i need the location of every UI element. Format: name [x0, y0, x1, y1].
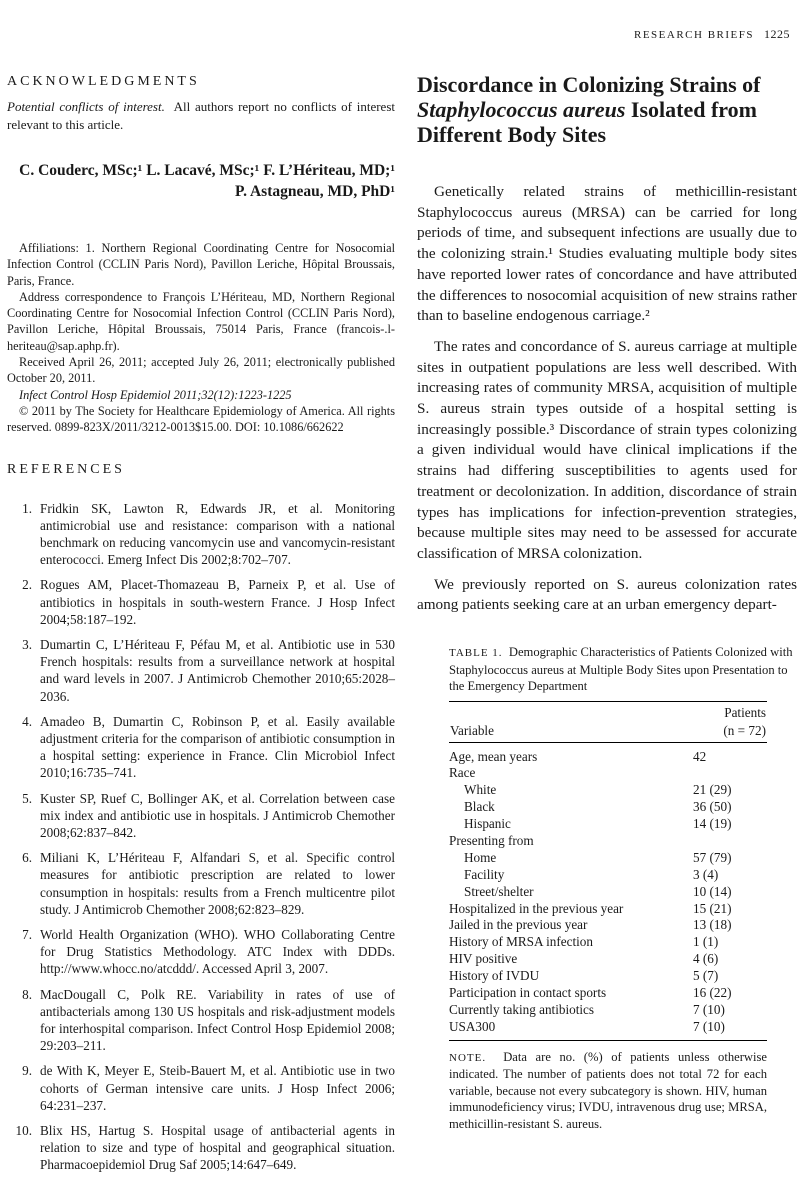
reference-number: 2.	[22, 577, 32, 593]
table-row-value: 15 (21)	[693, 900, 732, 916]
reference-text: Kuster SP, Ruef C, Bollinger AK, et al. Correlation between case mix index and antibiotic use in hospitals. J Antimicrob Chemother 2008;62:837–842.	[40, 790, 395, 841]
reference-item	[7, 1122, 395, 1174]
table-note-text: Data are no. (%) of patients unless otherwise indicated. The number of patients does not total 72 for each variable, because not every subcategory is shown. HIV, human immunodeficiency virus; IVDU, intravenous drug use; MRSA, methicillin-resistant S. aureus.	[449, 1049, 767, 1131]
table-row-value: 57 (79)	[693, 849, 732, 865]
correspondence: Address correspondence to François L’Hériteau, MD, Northern Regional Coordinating Centre for Nosocomial Infection Control (CCLIN Paris Nord), Pavillon Leriche, Hôpital Broussais, 75014 Paris, France (francois-.l-heriteau@sap.aphp.fr).	[7, 289, 395, 353]
table-header-blank	[449, 701, 693, 722]
reference-text: Amadeo B, Dumartin C, Robinson P, et al. Easily available adjustment criteria for the comparison of antibiotic consumption in a hospital setting: experience in France. Clin Microbiol Infect 2010;16:735–741.	[40, 713, 395, 781]
table-note-label: NOTE.	[449, 1051, 487, 1064]
table-row-value: 16 (22)	[693, 985, 732, 1001]
table-caption	[417, 644, 797, 695]
table-row	[449, 968, 767, 985]
authors-line-2: P. Astagneau, MD, PhD¹	[235, 183, 395, 200]
table-row	[449, 782, 767, 799]
table-row	[449, 850, 767, 867]
table-row	[449, 901, 767, 918]
table-row-label: Jailed in the previous year	[449, 917, 588, 933]
table-row-label: Black	[464, 799, 495, 815]
reference-text: Blix HS, Hartug S. Hospital usage of antibacterial agents in relation to size and type of hospital and geographical situation. Pharmacoepidemiol Drug Saf 2005;14:647–649.	[40, 1123, 395, 1173]
reference-number: 8.	[22, 986, 32, 1002]
title-line-3: Different Body Sites	[417, 122, 607, 147]
reference-number: 6.	[22, 850, 32, 866]
coi-label: Potential conflicts of interest.	[7, 99, 165, 114]
reference-text: Rogues AM, Placet-Thomazeau B, Parneix P, et al. Use of antibiotics in hospitals in south-western France. J Hosp Infect 2004;58:187–192.	[40, 577, 395, 627]
title-line-2-rest: Isolated from	[625, 97, 758, 122]
paragraph-1: Genetically related strains of methicillin-resistant Staphylococcus aureus (MRSA) can be carried for long periods of time, and subsequent infections are usually due to the colonizing strain.¹ Studies evaluating multiple body sites have reported lower rates of concordance and have attributed the differences to nosocomial acquisition of new strains rather than to baseline endogenous carriage.²	[417, 183, 797, 325]
table-row	[449, 833, 767, 850]
table-row	[449, 1019, 767, 1040]
table-row-label: Currently taking antibiotics	[449, 1001, 595, 1017]
table-row-label: HIV positive	[449, 951, 518, 967]
authors-line-1: C. Couderc, MSc;¹ L. Lacavé, MSc;¹ F. L’Hériteau, MD;¹	[19, 162, 395, 179]
acknowledgments-heading: ACKNOWLEDGMENTS	[7, 74, 200, 89]
running-header	[634, 27, 790, 42]
reference-text: Fridkin SK, Lawton R, Edwards JR, et al. Monitoring antimicrobial use and resistance: comparison with a national benchmark on reducing vancomycin use and vancomycin-resistant enterococci. Emerg Infect Dis 2002;8:702–707.	[40, 500, 395, 568]
reference-number: 7.	[22, 927, 32, 943]
table-row-label: Age, mean years	[449, 748, 538, 764]
table-row-value: 13 (18)	[693, 917, 732, 933]
table-row-value	[693, 765, 767, 782]
table-row-value: 5 (7)	[693, 968, 719, 984]
reference-item	[7, 926, 395, 978]
reference-item	[7, 1062, 395, 1114]
reference-item	[7, 849, 395, 918]
table-row-value	[693, 833, 767, 850]
table-header-n: (n = 72)	[693, 722, 767, 743]
article-title	[417, 72, 797, 147]
table-row	[449, 884, 767, 901]
table-note	[449, 1049, 767, 1133]
table-row-value: 42	[693, 748, 707, 764]
reference-number: 10.	[15, 1123, 32, 1139]
table-row-label: History of MRSA infection	[449, 934, 593, 950]
table-row-label: Race	[449, 765, 476, 781]
copyright: © 2011 by The Society for Healthcare Epidemiology of America. All rights reserved. 0899-823X/2011/3212-0013$15.00. DOI: 10.1086/662622	[7, 403, 395, 435]
table-row-value: 7 (10)	[693, 1001, 725, 1017]
references-heading: REFERENCES	[7, 461, 125, 477]
running-head: RESEARCH BRIEFS	[634, 29, 754, 41]
table-row	[449, 816, 767, 833]
table-row-label: USA300	[449, 1019, 693, 1040]
table-row	[449, 985, 767, 1002]
reference-number: 5.	[22, 790, 32, 806]
reference-list	[7, 500, 395, 1174]
reference-item	[7, 790, 395, 842]
affiliations: Affiliations: 1. Northern Regional Coordinating Centre for Nosocomial Infection Control (CCLIN Paris Nord), Pavillon Leriche, Hôpital Broussais, Paris, France.	[7, 241, 395, 288]
table-row-value: 3 (4)	[693, 866, 719, 882]
reference-text: Miliani K, L’Hériteau F, Alfandari S, et al. Specific control measures for antibiotic prescription are related to lower consumption in hospitals: results from a French multicentre pilot study. J Antimicrob Chemother 2008;62:823–829.	[40, 850, 395, 917]
table-row-value: 36 (50)	[693, 799, 732, 815]
table-row	[449, 742, 767, 765]
table-row	[449, 799, 767, 816]
table-row-value: 7 (10)	[693, 1019, 767, 1040]
table-row-label: Hispanic	[464, 816, 511, 832]
reference-item	[7, 986, 395, 1055]
table-row	[449, 1002, 767, 1019]
title-line-2	[417, 97, 797, 122]
reference-item	[7, 576, 395, 628]
table-label: TABLE 1.	[449, 647, 503, 660]
table-row	[449, 951, 767, 968]
title-species: Staphylococcus aureus	[417, 97, 626, 122]
table-row	[449, 934, 767, 951]
table-row-value: 4 (6)	[693, 951, 719, 967]
table-row-label: Hospitalized in the previous year	[449, 900, 624, 916]
table-row	[449, 765, 767, 782]
table-header-patients: Patients	[693, 701, 767, 722]
journal-citation: Infect Control Hosp Epidemiol 2011;32(12):1223-1225	[19, 387, 292, 402]
table-row-label: Home	[464, 849, 497, 865]
right-column	[417, 72, 797, 1132]
left-column	[7, 74, 395, 1182]
table-row-label: History of IVDU	[449, 968, 540, 984]
table-row-value: 10 (14)	[693, 883, 732, 899]
article-body	[417, 182, 797, 616]
table-row-value: 1 (1)	[693, 934, 719, 950]
conflicts-of-interest	[7, 98, 395, 134]
reference-item	[7, 636, 395, 705]
reference-item	[7, 500, 395, 569]
reference-text: MacDougall C, Polk RE. Variability in rates of use of antibacterials among 130 US hospitals and risk-adjustment models for interhospital comparison. Infect Control Hosp Epidemiol 2008; 29:203–211.	[40, 986, 395, 1054]
reference-number: 4.	[22, 713, 32, 729]
table-row-label: Participation in contact sports	[449, 985, 607, 1001]
reference-text: de With K, Meyer E, Steib-Bauert M, et al. Antibiotic use in two cohorts of German intensive care units. J Hosp Infect 2006; 64:231–237.	[40, 1063, 395, 1113]
reference-number: 1.	[22, 500, 32, 516]
table-row-value: 14 (19)	[693, 816, 732, 832]
table-row-label: White	[464, 782, 497, 798]
coi-text: All authors report no conflicts of interest relevant to this article.	[7, 99, 396, 132]
table-row-label: Presenting from	[449, 833, 534, 849]
received-dates: Received April 26, 2011; accepted July 26, 2011; electronically published October 20, 2011.	[7, 355, 395, 386]
table-row-label: Facility	[464, 866, 505, 882]
affiliations-block	[7, 240, 395, 436]
table-row-label: Street/shelter	[464, 883, 534, 899]
table-row-value: 21 (29)	[693, 782, 732, 798]
table-row	[449, 917, 767, 934]
page-number: 1225	[764, 27, 790, 41]
table-caption-text: Demographic Characteristics of Patients Colonized with Staphylococcus aureus at Multiple Body Sites upon Presentation to the Emergency Department	[449, 645, 793, 694]
reference-number: 9.	[22, 1063, 32, 1079]
table-body	[449, 742, 767, 1040]
title-line-1: Discordance in Colonizing Strains of	[417, 72, 761, 97]
table-row	[449, 867, 767, 884]
author-list	[7, 160, 395, 202]
paragraph-2: The rates and concordance of S. aureus carriage at multiple sites in outpatient populations are less well described. With increasing rates of community MRSA, acquisition of multiple S. aureus strain types outside of a hospital setting is increasingly possible.³ Discordance of strain types colonizing a given individual would have clinical implications if the strains had differing susceptibilities to agents used for treatment or decolonization. In addition, discordance of strain types has implications for infection-prevention strategies, because multiple sites may need to be assessed for accurate classification of MRSA colonization.	[417, 337, 797, 562]
reference-item	[7, 713, 395, 782]
table-header-variable: Variable	[449, 722, 693, 743]
reference-text: World Health Organization (WHO). WHO Collaborating Centre for Drug Statistics Methodology. ATC Index with DDDs. http://www.whocc.no/atcddd/. Accessed April 3, 2007.	[40, 927, 395, 977]
reference-number: 3.	[22, 636, 32, 652]
paragraph-3: We previously reported on S. aureus colonization rates among patients seeking care at an urban emergency depart-	[417, 575, 797, 614]
demographics-table	[449, 701, 767, 1041]
reference-text: Dumartin C, L’Hériteau F, Péfau M, et al. Antibiotic use in 530 French hospitals: results from a surveillance network at hospital and ward levels in 2007. J Antimicrob Chemother 2010;65:2028–2036.	[40, 636, 395, 704]
